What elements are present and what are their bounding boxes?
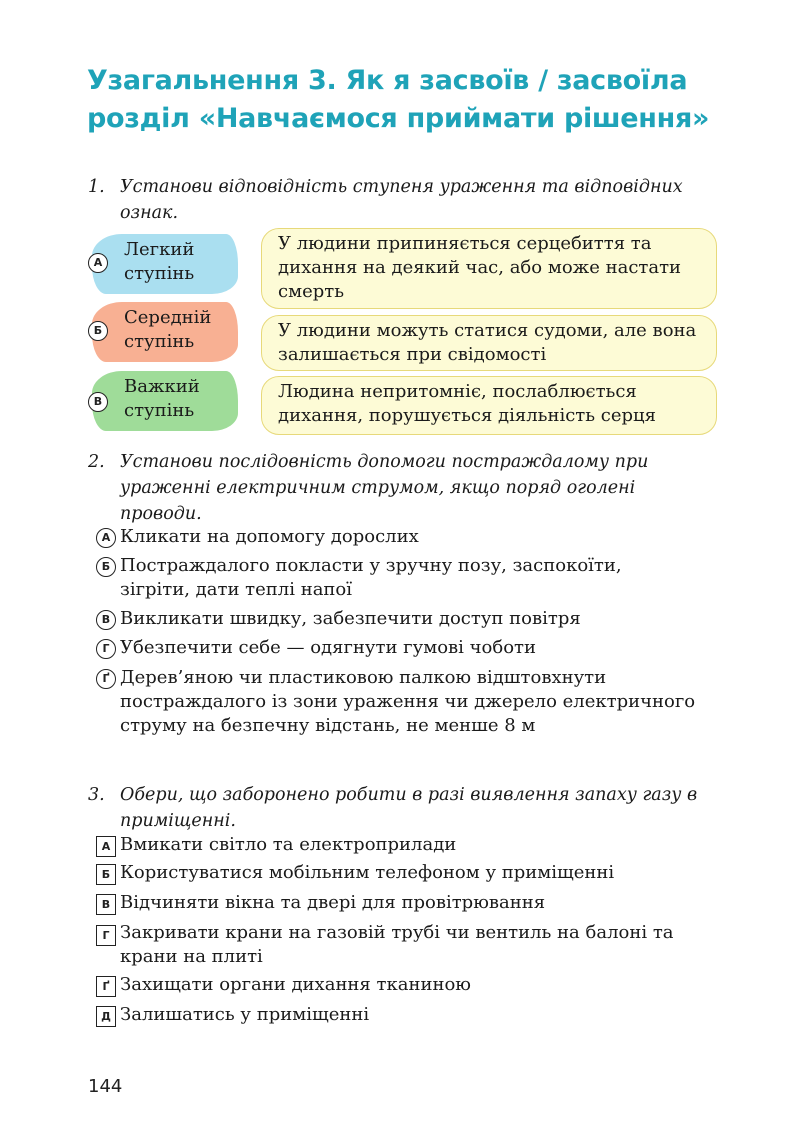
degree-a-label: Легкий ступінь [124, 239, 195, 284]
page-number: 144 [88, 1076, 123, 1097]
q3-option-c: Відчиняти вікна та двері для провітрювання [120, 892, 546, 913]
sign-box-3: Людина непритомніє, послаблюється дихання, порушується діяльність серця [261, 376, 717, 435]
q3-option-d: Закривати крани на газовій трубі чи вентиль на балоні та крани на плиті [120, 922, 674, 967]
q2-option-b: Постраждалого покласти у зручну позу, заспокоїти, зігріти, дати теплі напої [120, 555, 622, 600]
page-title: Узагальнення 3. Як я засвоїв / засвоїла розділ «Навчаємося приймати рішення» [87, 65, 710, 134]
degree-c-badge: В [88, 392, 108, 412]
q3-option-a-badge: А [96, 836, 116, 857]
q3-option-b: Користуватися мобільним телефоном у приміщенні [120, 862, 615, 883]
question-2 [88, 449, 708, 527]
q2-option-b-badge: Б [96, 557, 116, 577]
q2-option-e-badge: Ґ [96, 669, 116, 689]
q3-option-f: Залишатись у приміщенні [120, 1004, 370, 1025]
question-1-number: 1. [88, 177, 105, 197]
question-2-text: Установи послідовність допомоги постраждалому при ураженні електричним струмом, якщо поряд оголені проводи. [120, 452, 649, 524]
question-1-text: Установи відповідність ступеня ураження та відповідних ознак. [120, 177, 683, 223]
q3-option-d-badge: Г [96, 925, 116, 946]
q2-option-c: Викликати швидку, забезпечити доступ повітря [120, 608, 581, 629]
question-2-number: 2. [88, 452, 105, 472]
question-1 [88, 174, 708, 226]
question-3-text: Обери, що заборонено робити в разі виявлення запаху газу в приміщенні. [120, 785, 698, 831]
q2-option-e: Дерев’яною чи пластиковою палкою відштовхнути постраждалого із зони ураження чи джерело електричного струму на безпечну відстань, не менше 8 м [120, 667, 696, 736]
q3-option-a: Вмикати світло та електроприлади [120, 834, 457, 855]
sign-box-1: У людини припиняється серцебиття та дихання на деякий час, або може настати смерть [261, 228, 717, 309]
degree-b-badge: Б [88, 321, 108, 341]
q2-option-a-badge: А [96, 528, 116, 548]
q3-option-e-badge: Ґ [96, 976, 116, 997]
question-3 [88, 782, 708, 834]
sign-box-2: У людини можуть статися судоми, але вона залишається при свідомості [261, 315, 717, 371]
q3-option-f-badge: Д [96, 1006, 116, 1027]
q3-option-e: Захищати органи дихання тканиною [120, 974, 471, 995]
q2-option-c-badge: В [96, 610, 116, 630]
degree-c-label: Важкий ступінь [124, 376, 200, 421]
degree-a-badge: А [88, 253, 108, 273]
q3-option-b-badge: Б [96, 864, 116, 885]
q3-option-c-badge: В [96, 894, 116, 915]
question-3-number: 3. [88, 785, 105, 805]
q2-option-a: Кликати на допомогу дорослих [120, 526, 419, 547]
q2-option-d: Убезпечити себе — одягнути гумові чоботи [120, 637, 537, 658]
degree-b-label: Середній ступінь [124, 307, 212, 352]
q2-option-d-badge: Г [96, 639, 116, 659]
